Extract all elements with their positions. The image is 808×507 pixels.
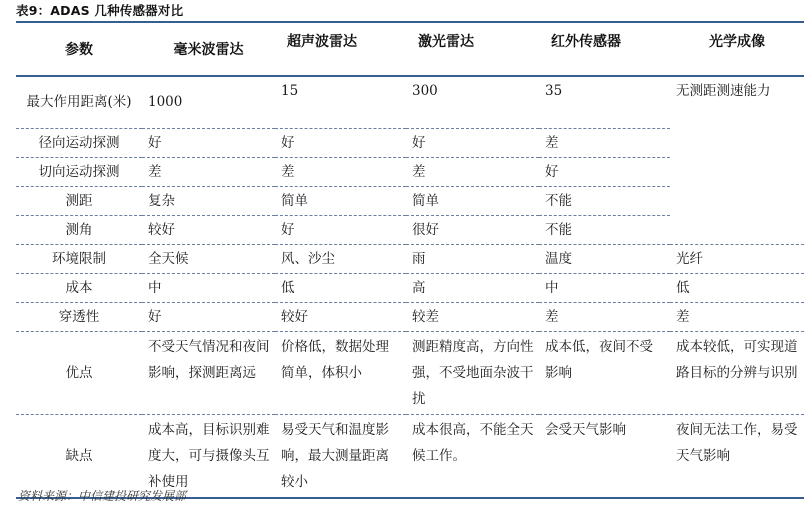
table-row (16, 157, 804, 186)
table-cell: 好 (539, 157, 670, 186)
param-cell: 测距 (16, 186, 142, 215)
table-caption: 表9：ADAS 几种传感器对比 (16, 3, 184, 18)
table-cell: 温度 (539, 244, 670, 273)
table-cell: 300 (406, 76, 539, 128)
param-cell: 成本 (16, 273, 142, 302)
table-cell: 好 (275, 215, 406, 244)
table-cell: 简单 (406, 186, 539, 215)
table-row (16, 273, 804, 302)
param-cell: 优点 (16, 331, 142, 414)
param-cell: 环境限制 (16, 244, 142, 273)
table-row (16, 128, 804, 157)
table-header-row (16, 22, 804, 76)
table-cell: 15 (275, 76, 406, 128)
param-cell: 测角 (16, 215, 142, 244)
table-cell: 较好 (142, 215, 275, 244)
table-row (16, 76, 804, 128)
table-cell: 成本高，目标识别难度大，可与摄像头互补使用 (142, 414, 275, 498)
table-cell: 差 (275, 157, 406, 186)
table-cell: 会受天气影响 (539, 414, 670, 498)
table-cell: 差 (539, 128, 670, 157)
table-cell: 价格低，数据处理简单，体积小 (275, 331, 406, 414)
sensor-comparison-table (16, 21, 804, 499)
table-cell: 1000 (142, 76, 275, 128)
table-cell: 成本低，夜间不受影响 (539, 331, 670, 414)
table-cell: 雨 (406, 244, 539, 273)
table-cell: 全天候 (142, 244, 275, 273)
table-cell: 较好 (275, 302, 406, 331)
table-cell: 简单 (275, 186, 406, 215)
table-cell: 差 (142, 157, 275, 186)
table-row (16, 302, 804, 331)
header-infrared-sensor: 红外传感器 (539, 22, 670, 76)
param-cell: 切向运动探测 (16, 157, 142, 186)
table-cell (670, 157, 804, 186)
table-cell: 中 (539, 273, 670, 302)
param-cell: 穿透性 (16, 302, 142, 331)
table-cell: 成本较低，可实现道路目标的分辨与识别 (670, 331, 804, 414)
table-cell: 风、沙尘 (275, 244, 406, 273)
table-cell: 不能 (539, 215, 670, 244)
table-cell: 很好 (406, 215, 539, 244)
table-cell: 好 (142, 302, 275, 331)
table-cell: 中 (142, 273, 275, 302)
table-cell: 高 (406, 273, 539, 302)
header-ultrasonic-radar: 超声波雷达 (275, 22, 406, 76)
table-cell: 不受天气情况和夜间影响，探测距离远 (142, 331, 275, 414)
header-lidar: 激光雷达 (406, 22, 539, 76)
param-cell: 缺点 (16, 414, 142, 498)
table-cell: 较差 (406, 302, 539, 331)
table-cell: 成本很高，不能全天候工作。 (406, 414, 539, 498)
table-cell: 测距精度高，方向性强，不受地面杂波干扰 (406, 331, 539, 414)
table-cell: 光纤 (670, 244, 804, 273)
table-cell: 无测距测速能力 (676, 83, 771, 99)
param-cell: 最大作用距离(米) (16, 76, 142, 128)
table-cell: 好 (142, 128, 275, 157)
table-cell: 好 (406, 128, 539, 157)
table-cell: 好 (275, 128, 406, 157)
table-row (16, 414, 804, 498)
header-param: 参数 (16, 22, 142, 76)
table-cell: 差 (406, 157, 539, 186)
param-cell: 径向运动探测 (16, 128, 142, 157)
table-cell (670, 215, 804, 244)
header-optical-imaging: 光学成像 (670, 22, 804, 76)
table-cell (670, 186, 804, 215)
table-cell: 差 (539, 302, 670, 331)
table-cell: 低 (275, 273, 406, 302)
table-row (16, 331, 804, 414)
table-cell: 低 (670, 273, 804, 302)
header-mmwave-radar: 毫米波雷达 (142, 22, 275, 76)
source-note: 资料来源：中信建投研究发展部 (18, 489, 187, 503)
table-cell: 夜间无法工作，易受天气影响 (670, 414, 804, 498)
table-cell (670, 128, 804, 157)
table-cell: 复杂 (142, 186, 275, 215)
table-cell: 不能 (539, 186, 670, 215)
table-row (16, 244, 804, 273)
table-row (16, 186, 804, 215)
table-row (16, 215, 804, 244)
table-cell: 35 (539, 76, 670, 128)
table-cell: 易受天气和温度影响，最大测量距离较小 (275, 414, 406, 498)
table-cell: 差 (670, 302, 804, 331)
